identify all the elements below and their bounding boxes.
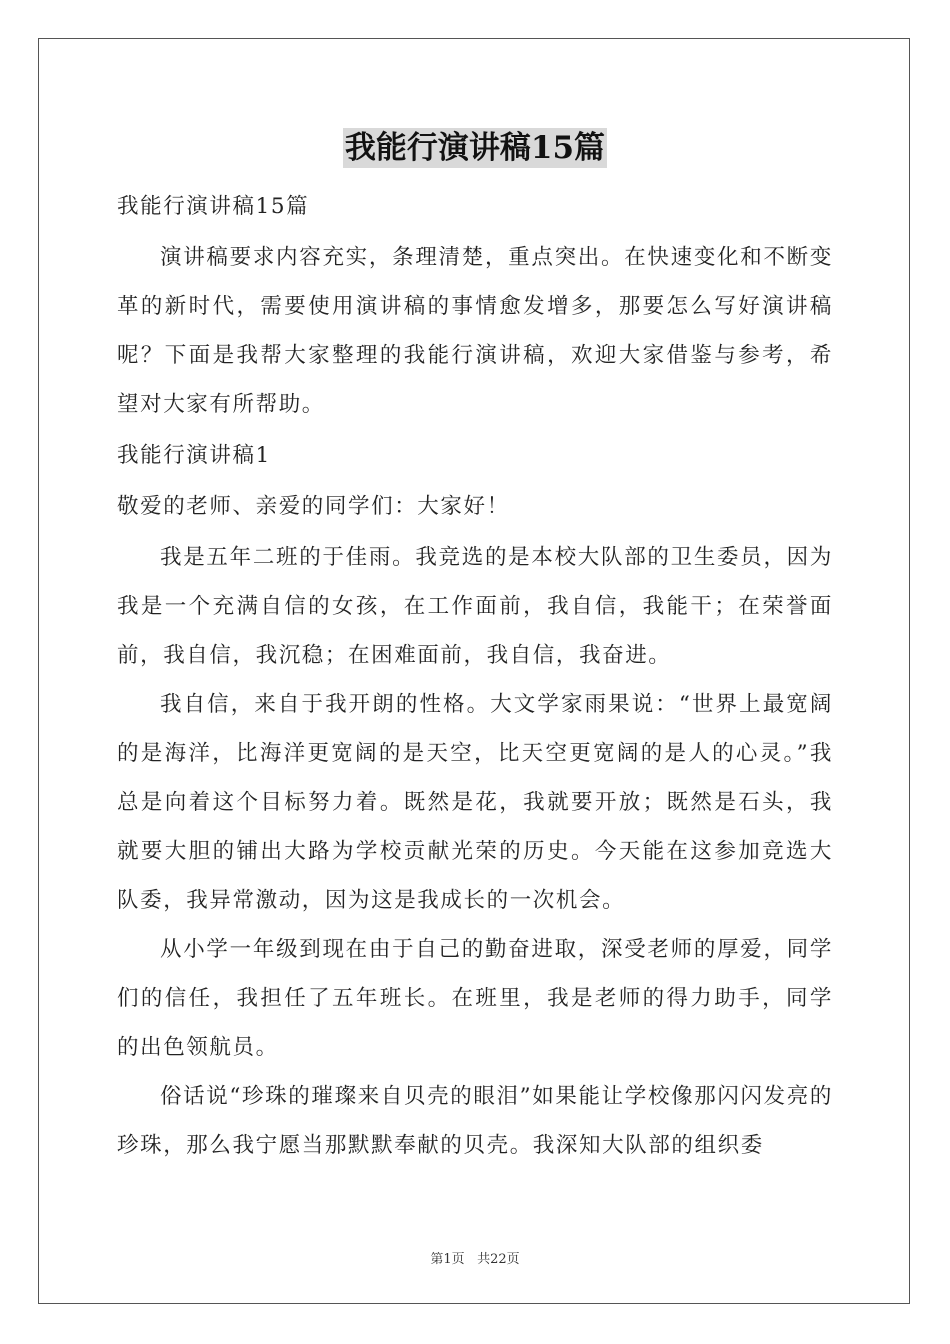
- section-heading: 我能行演讲稿1: [117, 443, 271, 468]
- document-body: [117, 128, 833, 1170]
- paragraph: 我自信，来自于我开朗的性格。大文学家雨果说：“世界上最宽阔的是海洋，比海洋更宽阔的是天空，比天空更宽阔的是人的心灵。”我总是向着这个目标努力着。既然是花，我就要开放；既然是石头，我就要大胆的铺出大路为学校贡献光荣的历史。今天能在这参加竞选大队委，我异常激动，因为这是我成长的一次机会。: [117, 692, 833, 913]
- page-number: 第1页: [430, 1252, 465, 1267]
- paragraph-list: [117, 182, 833, 1170]
- paragraph: 从小学一年级到现在由于自己的勤奋进取，深受老师的厚爱，同学们的信任，我担任了五年班长。在班里，我是老师的得力助手，同学的出色领航员。: [117, 937, 833, 1060]
- section-heading: 敬爱的老师、亲爱的同学们：大家好！: [117, 494, 510, 519]
- page-footer: [0, 1248, 950, 1267]
- paragraph: 俗话说“珍珠的璀璨来自贝壳的眼泪”如果能让学校像那闪闪发亮的珍珠，那么我宁愿当那默默奉献的贝壳。我深知大队部的组织委: [117, 1084, 833, 1158]
- section-heading: 我能行演讲稿15篇: [117, 194, 310, 219]
- page-total: 共22页: [477, 1252, 520, 1267]
- paragraph: 我是五年二班的于佳雨。我竞选的是本校大队部的卫生委员，因为我是一个充满自信的女孩，在工作面前，我自信，我能干；在荣誉面前，我自信，我沉稳；在困难面前，我自信，我奋进。: [117, 545, 833, 668]
- title-wrap: [117, 128, 833, 172]
- document-title: 我能行演讲稿15篇: [344, 130, 606, 166]
- paragraph: 演讲稿要求内容充实，条理清楚，重点突出。在快速变化和不断变革的新时代，需要使用演讲稿的事情愈发增多，那要怎么写好演讲稿呢？下面是我帮大家整理的我能行演讲稿，欢迎大家借鉴与参考，希望对大家有所帮助。: [117, 245, 833, 417]
